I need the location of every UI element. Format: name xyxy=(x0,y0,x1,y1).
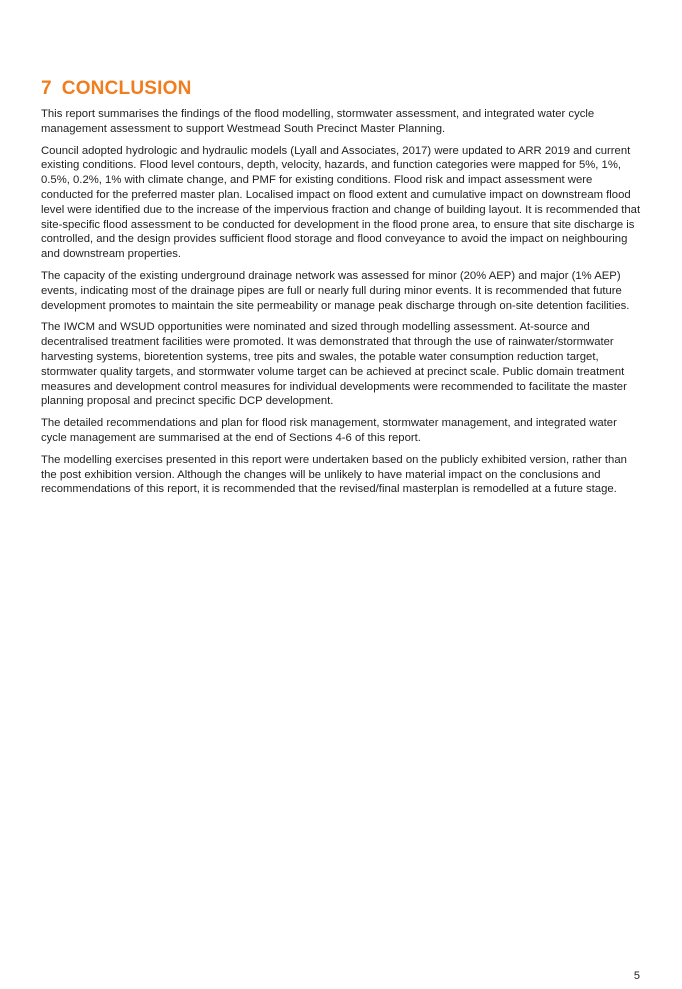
paragraph: The IWCM and WSUD opportunities were nominated and sized through modelling assessment. At-source and decentralised treatment facilities were promoted. It was demonstrated that through the use of rainwater/stormwater harvesting systems, bioretention systems, tree pits and swales, the potable water consumption reduction target, stormwater quality targets, and stormwater volume target can be achieved at precinct scale. Public domain treatment measures and development control measures for individual developments were recommended to facilitate the master planning proposal and precinct specific DCP development. xyxy=(41,321,627,408)
page-number: 5 xyxy=(633,970,640,982)
paragraph: The capacity of the existing underground drainage network was assessed for minor (20% AEP) and major (1% AEP) events, indicating most of the drainage pipes are full or nearly full during minor events. It is recommended that future development promotes to maintain the site permeability or manage peak discharge through on-site detention facilities. xyxy=(41,269,630,312)
paragraph: This report summarises the findings of the flood modelling, stormwater assessment, and integrated water cycle management assessment to support Westmead South Precinct Master Planning. xyxy=(41,108,595,135)
paragraph: The detailed recommendations and plan for flood risk management, stormwater management, and integrated water cycle management are summarised at the end of Sections 4-6 of this report. xyxy=(41,417,617,444)
section-number: 7 xyxy=(41,78,52,99)
paragraph: The modelling exercises presented in this report were undertaken based on the publicly exhibited version, rather than the post exhibition version. Although the changes will be unlikely to have material impact on the conclusions and recommendations of this report, it is recommended that the revised/final masterplan is remodelled at a future stage. xyxy=(41,453,627,496)
paragraph: Council adopted hydrologic and hydraulic models (Lyall and Associates, 2017) were updated to ARR 2019 and current existing conditions. Flood level contours, depth, velocity, hazards, and function categories were mapped for 5%, 1%, 0.5%, 0.2%, 1% with climate change, and PMF for existing conditions. Flood risk and impact assessment were conducted for the preferred master plan. Localised impact on flood extent and cumulative impact on downstream flood level were identified due to the increase of the impervious fraction and change of building layout. It is recommended that site-specific flood assessment to be conducted for development in the flood prone area, to ensure that site discharge is controlled, and the design provides sufficient flood storage and flood conveyance to avoid the impact on neighbouring and downstream properties. xyxy=(41,144,641,261)
section-title: CONCLUSION xyxy=(61,78,192,99)
body-text xyxy=(41,107,641,504)
section-heading xyxy=(41,77,192,101)
